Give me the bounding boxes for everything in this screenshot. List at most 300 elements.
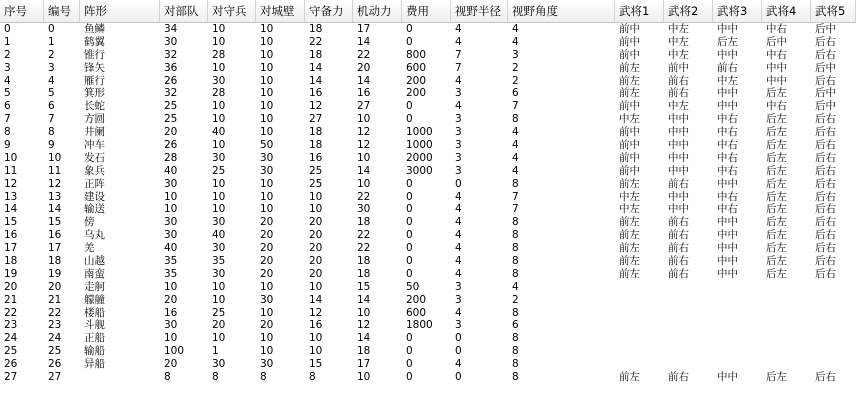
cell-formation: 象兵	[84, 164, 105, 177]
cell-vision-angle: 4	[512, 23, 519, 35]
cell-general-3: 中中	[717, 177, 738, 190]
cell-defense: 15	[309, 358, 323, 371]
cell-index: 10	[4, 151, 18, 164]
cell-vs-walls: 10	[260, 113, 274, 126]
cell-mobility: 22	[357, 229, 371, 242]
cell-formation: 斗舰	[84, 319, 105, 332]
cell-index: 13	[4, 190, 18, 203]
table-header	[0, 0, 856, 23]
cell-code: 25	[48, 345, 62, 358]
cell-vs-troops: 16	[164, 306, 178, 319]
cell-mobility: 14	[357, 332, 371, 345]
cell-general-5	[811, 332, 856, 345]
cell-vs-troops: 10	[164, 280, 178, 293]
cell-general-5: 后中	[815, 23, 836, 35]
cell-vision-radius: 4	[455, 216, 462, 229]
cell-defense: 22	[309, 35, 323, 48]
cell-vs-guards: 10	[212, 35, 226, 48]
cell-general-2: 前右	[668, 371, 689, 384]
cell-vs-walls: 30	[260, 151, 274, 164]
cell-index: 1	[4, 35, 11, 48]
col-header-vision-radius[interactable]: 视野半径	[451, 0, 508, 22]
cell-cost: 200	[406, 74, 427, 87]
cell-vision-angle: 8	[512, 242, 519, 255]
cell-vision-angle: 4	[512, 280, 519, 293]
cell-defense: 10	[309, 345, 323, 358]
cell-vs-troops: 26	[164, 139, 178, 152]
cell-code: 21	[48, 293, 62, 306]
cell-formation: 箕形	[84, 87, 105, 100]
cell-vision-angle: 4	[512, 164, 519, 177]
cell-general-5: 后右	[815, 255, 836, 268]
cell-vision-angle: 2	[512, 61, 519, 74]
cell-cost: 0	[406, 267, 413, 280]
table-row[interactable]	[0, 100, 856, 113]
cell-general-5: 后右	[815, 371, 836, 384]
cell-cost: 0	[406, 332, 413, 345]
cell-vs-guards: 25	[212, 306, 226, 319]
cell-defense: 14	[309, 74, 323, 87]
cell-vs-walls: 30	[260, 164, 274, 177]
cell-general-1: 前左	[619, 74, 640, 87]
cell-code: 11	[48, 164, 62, 177]
cell-defense: 10	[309, 190, 323, 203]
table-body	[0, 23, 856, 384]
cell-vision-angle: 2	[512, 74, 519, 87]
table-row[interactable]	[0, 178, 856, 191]
cell-vs-guards: 10	[212, 332, 226, 345]
cell-vs-guards: 30	[212, 242, 226, 255]
cell-vs-walls: 20	[260, 242, 274, 255]
cell-general-3: 中中	[717, 255, 738, 268]
cell-general-4: 中中	[766, 61, 787, 74]
cell-general-5: 后右	[815, 177, 836, 190]
col-header-vs-guards[interactable]: 对守兵	[208, 0, 256, 22]
cell-vs-walls: 8	[260, 371, 267, 384]
cell-formation: 锋矢	[84, 61, 105, 74]
table-row[interactable]	[0, 23, 856, 36]
cell-vs-guards: 25	[212, 164, 226, 177]
cell-index: 25	[4, 345, 18, 358]
cell-vision-angle: 7	[512, 203, 519, 216]
table-row[interactable]	[0, 203, 856, 216]
cell-vision-radius: 3	[455, 319, 462, 332]
cell-general-1: 中左	[619, 190, 640, 203]
cell-defense: 20	[309, 255, 323, 268]
cell-defense: 20	[309, 216, 323, 229]
cell-cost: 200	[406, 87, 427, 100]
cell-formation: 井阑	[84, 126, 105, 139]
cell-general-1: 前左	[619, 371, 640, 384]
cell-formation: 山越	[84, 255, 105, 268]
cell-index: 2	[4, 48, 11, 61]
col-header-vs-walls[interactable]: 对城壁	[256, 0, 305, 22]
cell-vs-troops: 32	[164, 48, 178, 61]
cell-vision-radius: 4	[455, 267, 462, 280]
cell-code: 17	[48, 242, 62, 255]
table-row[interactable]	[0, 165, 856, 178]
cell-vs-troops: 30	[164, 35, 178, 48]
table-row[interactable]	[0, 152, 856, 165]
cell-general-2	[664, 307, 717, 320]
cell-vision-radius: 4	[455, 203, 462, 216]
cell-vision-angle: 4	[512, 139, 519, 152]
table-row[interactable]	[0, 294, 856, 307]
cell-vs-guards: 10	[212, 293, 226, 306]
cell-vs-walls: 10	[260, 23, 274, 35]
cell-mobility: 27	[357, 100, 371, 113]
cell-mobility: 18	[357, 267, 371, 280]
cell-mobility: 17	[357, 358, 371, 371]
cell-code: 20	[48, 280, 62, 293]
cell-vs-guards: 10	[212, 280, 226, 293]
cell-general-4: 后左	[766, 229, 787, 242]
table-row[interactable]	[0, 49, 856, 62]
cell-index: 8	[4, 126, 11, 139]
cell-vs-walls: 20	[260, 216, 274, 229]
col-header-vision-angle[interactable]: 视野角度	[508, 0, 615, 22]
cell-cost: 0	[406, 100, 413, 113]
cell-general-2: 中中	[668, 164, 689, 177]
cell-general-3	[713, 358, 766, 371]
cell-vision-angle: 6	[512, 319, 519, 332]
cell-general-5	[811, 345, 856, 358]
cell-code: 2	[48, 48, 55, 61]
cell-vs-troops: 40	[164, 164, 178, 177]
col-header-general-1[interactable]: 武将1	[615, 0, 664, 22]
cell-index: 20	[4, 280, 18, 293]
cell-general-5: 后右	[815, 151, 836, 164]
cell-general-4: 后左	[766, 216, 787, 229]
cell-cost: 800	[406, 48, 427, 61]
cell-general-2: 前右	[668, 74, 689, 87]
table-row[interactable]	[0, 113, 856, 126]
cell-general-2: 中左	[668, 48, 689, 61]
cell-cost: 2000	[406, 151, 433, 164]
cell-general-5: 后右	[815, 267, 836, 280]
cell-code: 27	[48, 371, 62, 384]
cell-vision-angle: 8	[512, 332, 519, 345]
cell-formation: 鹤翼	[84, 35, 105, 48]
cell-general-3: 中左	[717, 74, 738, 87]
cell-index: 9	[4, 139, 11, 152]
cell-general-3: 中中	[717, 242, 738, 255]
table-row[interactable]	[0, 126, 856, 139]
table-row[interactable]	[0, 332, 856, 345]
cell-general-1: 前中	[619, 100, 640, 113]
col-header-mobility[interactable]: 机动力	[353, 0, 402, 22]
cell-defense: 18	[309, 126, 323, 139]
table-row[interactable]	[0, 87, 856, 100]
cell-general-3: 后左	[717, 35, 738, 48]
cell-formation: 正船	[84, 332, 105, 345]
table-row[interactable]	[0, 229, 856, 242]
cell-general-2: 中左	[668, 100, 689, 113]
cell-formation: 异船	[84, 358, 105, 371]
cell-general-4: 中右	[766, 23, 787, 35]
col-header-general-4[interactable]: 武将4	[762, 0, 811, 22]
table-row[interactable]	[0, 319, 856, 332]
cell-index: 22	[4, 306, 18, 319]
cell-mobility: 10	[357, 371, 371, 384]
cell-mobility: 22	[357, 242, 371, 255]
cell-general-1: 前左	[619, 61, 640, 74]
cell-general-5: 后右	[815, 48, 836, 61]
cell-vision-radius: 0	[455, 177, 462, 190]
cell-general-5: 后右	[815, 216, 836, 229]
cell-general-4: 后左	[766, 164, 787, 177]
cell-general-3: 前右	[717, 61, 738, 74]
cell-vision-angle: 8	[512, 358, 519, 371]
cell-vs-guards: 10	[212, 113, 226, 126]
cell-vision-angle: 2	[512, 293, 519, 306]
cell-vs-walls: 10	[260, 61, 274, 74]
col-header-general-5[interactable]: 武将5	[811, 0, 856, 22]
cell-formation: 艨艟	[84, 293, 105, 306]
table-row[interactable]	[0, 216, 856, 229]
cell-general-1: 前中	[619, 48, 640, 61]
cell-general-2: 中中	[668, 203, 689, 216]
cell-general-4	[762, 358, 815, 371]
cell-code: 19	[48, 267, 62, 280]
table-row[interactable]	[0, 268, 856, 281]
cell-vision-angle: 7	[512, 100, 519, 113]
cell-cost: 600	[406, 306, 427, 319]
cell-vs-guards: 28	[212, 48, 226, 61]
col-header-general-3[interactable]: 武将3	[713, 0, 762, 22]
cell-index: 16	[4, 229, 18, 242]
table-row[interactable]	[0, 139, 856, 152]
table-row[interactable]	[0, 191, 856, 204]
cell-index: 24	[4, 332, 18, 345]
cell-index: 23	[4, 319, 18, 332]
table-row[interactable]	[0, 307, 856, 320]
cell-mobility: 14	[357, 293, 371, 306]
cell-general-4	[762, 281, 815, 294]
cell-defense: 18	[309, 139, 323, 152]
table-row[interactable]	[0, 281, 856, 294]
cell-general-3	[713, 319, 766, 332]
cell-vs-troops: 30	[164, 177, 178, 190]
cell-general-4: 后左	[766, 203, 787, 216]
cell-vision-radius: 4	[455, 190, 462, 203]
cell-general-1: 前中	[619, 139, 640, 152]
cell-vs-walls: 10	[260, 35, 274, 48]
cell-index: 3	[4, 61, 11, 74]
cell-defense: 10	[309, 280, 323, 293]
cell-cost: 0	[406, 229, 413, 242]
cell-formation: 羌	[84, 242, 95, 255]
cell-index: 14	[4, 203, 18, 216]
cell-vs-troops: 8	[164, 371, 171, 384]
cell-general-1: 前中	[619, 35, 640, 48]
cell-vs-walls: 20	[260, 229, 274, 242]
cell-general-3	[713, 307, 766, 320]
cell-cost: 200	[406, 293, 427, 306]
cell-general-3: 中右	[717, 190, 738, 203]
cell-vs-troops: 10	[164, 332, 178, 345]
cell-mobility: 30	[357, 203, 371, 216]
cell-general-4	[762, 294, 815, 307]
cell-cost: 0	[406, 35, 413, 48]
cell-cost: 1000	[406, 139, 433, 152]
cell-index: 26	[4, 358, 18, 371]
cell-vs-walls: 10	[260, 190, 274, 203]
table-row[interactable]	[0, 36, 856, 49]
cell-vision-radius: 4	[455, 229, 462, 242]
cell-index: 21	[4, 293, 18, 306]
cell-general-5: 后右	[815, 203, 836, 216]
cell-general-5: 后右	[815, 229, 836, 242]
table-row[interactable]	[0, 75, 856, 88]
cell-general-5: 后右	[815, 74, 836, 87]
cell-defense: 10	[309, 332, 323, 345]
cell-general-1: 前中	[619, 151, 640, 164]
table-row[interactable]	[0, 358, 856, 371]
cell-general-5: 后中	[815, 87, 836, 100]
cell-general-1	[615, 358, 668, 371]
cell-vs-walls: 10	[260, 48, 274, 61]
cell-vision-radius: 0	[455, 371, 462, 384]
cell-general-4: 后左	[766, 255, 787, 268]
col-header-index[interactable]: 序号	[0, 0, 44, 22]
cell-code: 4	[48, 74, 55, 87]
cell-general-3: 中中	[717, 100, 738, 113]
cell-formation: 乌丸	[84, 229, 105, 242]
cell-formation: 发石	[84, 151, 105, 164]
cell-vs-troops: 10	[164, 203, 178, 216]
cell-vision-radius: 7	[455, 61, 462, 74]
cell-general-2: 前右	[668, 255, 689, 268]
cell-general-4: 后左	[766, 87, 787, 100]
cell-mobility: 12	[357, 139, 371, 152]
cell-formation: 长蛇	[84, 100, 105, 113]
cell-vision-radius: 4	[455, 306, 462, 319]
cell-general-5: 后中	[815, 100, 836, 113]
cell-general-1	[615, 345, 668, 358]
col-header-vs-troops[interactable]: 对部队	[160, 0, 208, 22]
cell-mobility: 22	[357, 190, 371, 203]
cell-index: 27	[4, 371, 18, 384]
cell-vs-walls: 10	[260, 306, 274, 319]
table-row[interactable]	[0, 345, 856, 358]
cell-vs-guards: 10	[212, 61, 226, 74]
cell-cost: 3000	[406, 164, 433, 177]
cell-vs-troops: 35	[164, 255, 178, 268]
cell-mobility: 22	[357, 48, 371, 61]
cell-code: 22	[48, 306, 62, 319]
cell-defense: 27	[309, 113, 323, 126]
cell-vs-walls: 10	[260, 100, 274, 113]
cell-vision-radius: 3	[455, 164, 462, 177]
col-header-cost[interactable]: 费用	[402, 0, 451, 22]
cell-general-1	[615, 294, 668, 307]
cell-general-4	[762, 319, 815, 332]
cell-general-5: 后中	[815, 61, 836, 74]
cell-general-1: 前中	[619, 23, 640, 35]
cell-general-5: 后右	[815, 139, 836, 152]
cell-vs-troops: 25	[164, 113, 178, 126]
table-row[interactable]	[0, 255, 856, 268]
cell-vision-angle: 8	[512, 345, 519, 358]
cell-vision-radius: 3	[455, 87, 462, 100]
cell-defense: 14	[309, 293, 323, 306]
cell-index: 18	[4, 255, 18, 268]
cell-cost: 0	[406, 190, 413, 203]
cell-general-4: 后左	[766, 267, 787, 280]
cell-vision-radius: 0	[455, 345, 462, 358]
cell-mobility: 10	[357, 151, 371, 164]
cell-mobility: 10	[357, 306, 371, 319]
cell-general-3: 中中	[717, 229, 738, 242]
cell-vision-angle: 6	[512, 87, 519, 100]
cell-general-2: 前右	[668, 267, 689, 280]
cell-general-1	[615, 319, 668, 332]
cell-general-3: 中中	[717, 216, 738, 229]
cell-mobility: 18	[357, 345, 371, 358]
cell-general-2	[664, 345, 717, 358]
cell-index: 5	[4, 87, 11, 100]
cell-vs-walls: 10	[260, 74, 274, 87]
cell-formation	[80, 371, 164, 384]
col-header-general-2[interactable]: 武将2	[664, 0, 713, 22]
cell-general-3: 中右	[717, 151, 738, 164]
cell-index: 11	[4, 164, 18, 177]
cell-general-1	[615, 332, 668, 345]
cell-vs-guards: 30	[212, 267, 226, 280]
cell-formation: 走舸	[84, 280, 105, 293]
cell-vs-guards: 30	[212, 358, 226, 371]
cell-general-3: 中中	[717, 87, 738, 100]
cell-vs-walls: 20	[260, 319, 274, 332]
cell-defense: 20	[309, 242, 323, 255]
table-row[interactable]	[0, 62, 856, 75]
cell-formation: 楼船	[84, 306, 105, 319]
table-row[interactable]	[0, 371, 856, 384]
cell-cost: 600	[406, 61, 427, 74]
cell-general-1: 前左	[619, 87, 640, 100]
cell-general-3: 中右	[717, 164, 738, 177]
cell-vs-troops: 28	[164, 151, 178, 164]
cell-vision-angle: 8	[512, 306, 519, 319]
cell-code: 18	[48, 255, 62, 268]
cell-general-4	[762, 332, 815, 345]
cell-vs-troops: 30	[164, 216, 178, 229]
cell-general-2: 中左	[668, 23, 689, 35]
cell-formation: 正阵	[84, 177, 105, 190]
cell-defense: 18	[309, 23, 323, 35]
cell-vs-walls: 10	[260, 332, 274, 345]
cell-code: 1	[48, 35, 55, 48]
cell-mobility: 16	[357, 87, 371, 100]
col-header-code[interactable]: 编号	[44, 0, 80, 22]
cell-general-2: 前中	[668, 61, 689, 74]
col-header-formation[interactable]: 阵形	[80, 0, 160, 22]
cell-cost: 0	[406, 113, 413, 126]
cell-general-3: 中右	[717, 113, 738, 126]
cell-vision-radius: 3	[455, 139, 462, 152]
cell-defense: 25	[309, 177, 323, 190]
cell-cost: 1000	[406, 126, 433, 139]
table-row[interactable]	[0, 242, 856, 255]
cell-cost: 0	[406, 203, 413, 216]
cell-vision-angle: 4	[512, 35, 519, 48]
cell-vs-troops: 30	[164, 229, 178, 242]
col-header-defense[interactable]: 守备力	[305, 0, 353, 22]
cell-general-5: 后右	[815, 113, 836, 126]
cell-vs-troops: 30	[164, 319, 178, 332]
cell-vs-troops: 25	[164, 100, 178, 113]
